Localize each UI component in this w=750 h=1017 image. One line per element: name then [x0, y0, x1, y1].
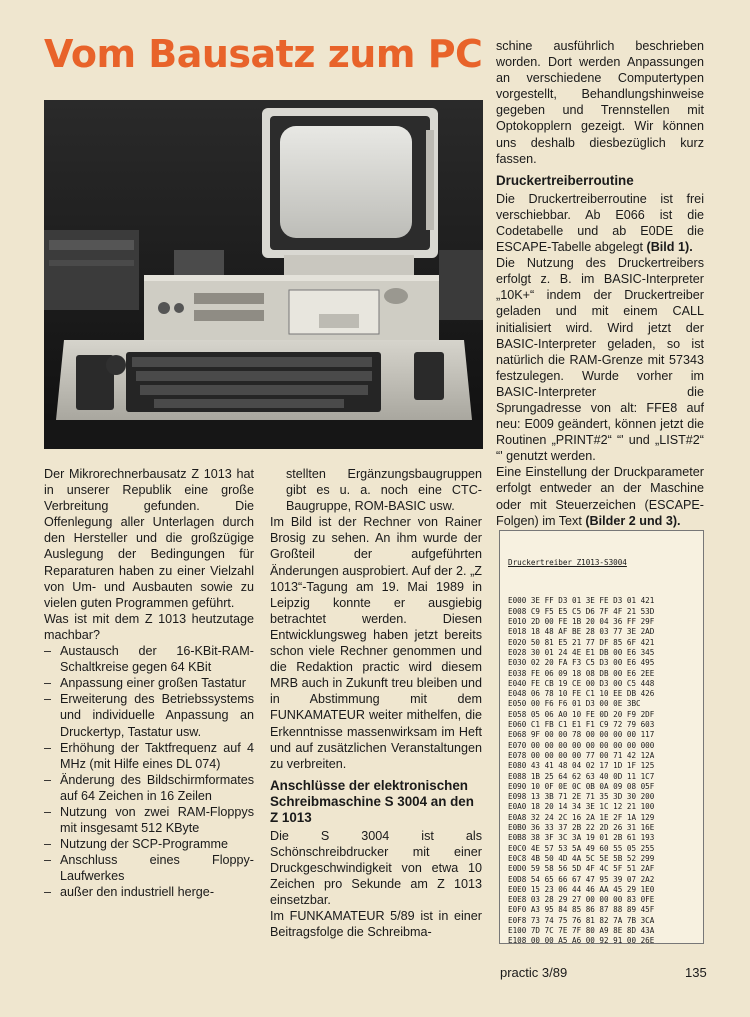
- settings-paragraph: Eine Einstellung der Druckparameter erfolgt entweder an der Maschine oder mit Steuerzeichen (ESCAPE-Folgen) im Text (Bilder 2 und 3).: [496, 465, 704, 528]
- figure-reference: (Bilder 2 und 3).: [585, 513, 681, 528]
- listing-line: E0C8 4B 50 4D 4A 5C 5E 5B 52 299: [508, 853, 655, 863]
- listing-line: E038 FE 06 09 18 08 DB 00 E6 2EE: [508, 668, 655, 678]
- listing-line: E070 00 00 00 00 00 00 00 00 000: [508, 740, 655, 750]
- listing-line: E000 3E FF D3 01 3E FE D3 01 421: [508, 596, 655, 606]
- listing-line: E008 C9 F5 E5 C5 D6 7F 4F 21 53D: [508, 606, 655, 616]
- listing-line: E040 FE CB 19 CE 00 D3 00 C5 448: [508, 678, 655, 688]
- listing-line: E0A0 18 20 14 34 3E 1C 12 21 100: [508, 802, 655, 812]
- magazine-issue: practic 3/89: [500, 965, 568, 980]
- listing-line: E098 13 3B 71 2E 71 35 3D 30 200: [508, 792, 655, 802]
- s3004-paragraph: Die S 3004 ist als Schönschreibdrucker mit einer Druckgeschwindigkeit von etwa 10 Zeichen pro Sekunde am Z 1013 einsetzbar.: [270, 828, 482, 908]
- list-item-continuation: stellten Ergänzungsbaugruppen gibt es u. a. noch eine CTC-Baugruppe, ROM-BASIC usw.: [286, 467, 482, 514]
- listing-line: E0B8 38 3F 3C 3A 19 01 2B 61 193: [508, 833, 655, 843]
- driver-paragraph: Die Druckertreiberroutine ist frei verschiebbar. Ab E066 ist die Codetabelle und ab E0DE die ESCAPE-Tabelle abgelegt (Bild 1).: [496, 191, 704, 255]
- listing-line: E0B0 36 33 37 2B 22 2D 26 31 16E: [508, 823, 655, 833]
- list-item: – Anpassung einer großen Tastatur: [44, 675, 254, 691]
- section-heading: Druckertreiberroutine: [496, 172, 634, 188]
- section-heading: Anschlüsse der elektronischen Schreibmaschine S 3004 an den Z 1013: [270, 777, 474, 825]
- continuation-paragraph: schine ausführlich beschrieben worden. Dort werden Anpassungen an verschiedene Computertypen vorgestellt, Behandlungshinweise gegeben und Trennstellen mit Optokopplern gezeigt. Wir können uns deshalb diesbezüglich kurz fassen.: [496, 39, 704, 166]
- listing-line: E088 1B 25 64 62 63 40 0D 11 1C7: [508, 771, 655, 781]
- list-item: – Nutzung der SCP-Programme: [44, 836, 254, 852]
- intro-paragraph: Der Mikrorechnerbausatz Z 1013 hat in unserer Republik eine große Verbreitung gefunden. Die Offenlegung aller Unterlagen durch den Hersteller und die großzügige Auslegung der Bedingungen für Reparaturen haben zu einer Vielzahl von Um- und Ausbauten sowie zu vielen guten Programmen geführt.: [44, 467, 254, 610]
- listing-line: E060 C1 FB C1 E1 F1 C9 72 79 603: [508, 720, 655, 730]
- column-3: [496, 38, 704, 545]
- listing-line: E0D0 59 58 56 5D 4F 4C 5F 51 2AF: [508, 864, 655, 874]
- list-item: – Erweiterung des Betriebssystems und individuelle Anpassung an Druckertyp, Tastatur usw.: [44, 691, 254, 739]
- list-item: – Erhöhung der Taktfrequenz auf 4 MHz (mit Hilfe eines DL 074): [44, 740, 254, 772]
- listing-line: E050 00 F6 F6 01 D3 00 0E 3BC: [508, 699, 641, 709]
- usage-paragraph: Die Nutzung des Druckertreibers erfolgt z. B. im BASIC-Interpreter „10K+“ indem der Druckertreiber geladen und mit einem CALL initialisiert wird. Wird jetzt der BASIC-Interpreter geladen, so ist natürlich die RAM-Grenze mit 57343 festzulegen. Wurde vorher im BASIC-Interpreter die Sprungadresse von alt: FFE8 auf neu: E009 geändert, können jetzt die Routinen „PRINT#2“ “' und „LIST#2“ “' genutzt werden.: [496, 256, 704, 464]
- listing-line: E0E8 03 28 29 27 00 00 00 83 0FE: [508, 895, 655, 905]
- listing-line: E068 9F 00 00 78 00 00 00 00 117: [508, 730, 655, 740]
- listing-line: E090 10 0F 0E 0C 0B 0A 09 08 05F: [508, 781, 655, 791]
- listing-line: E078 00 00 00 00 77 00 71 42 12A: [508, 750, 655, 760]
- listing-line: E028 30 01 24 4E E1 DB 00 E6 345: [508, 647, 655, 657]
- listing-line: E0F0 A3 95 84 85 86 87 88 89 45F: [508, 905, 655, 915]
- z1013-computer-illustration: [44, 100, 483, 449]
- listing-line: E018 18 48 AF BE 28 03 77 3E 2AD: [508, 627, 655, 637]
- list-item: – Nutzung von zwei RAM-Floppys mit insgesamt 512 KByte: [44, 804, 254, 836]
- listing-line: E048 06 78 10 FE C1 10 EE DB 426: [508, 689, 655, 699]
- figure-reference: (Bild 1).: [646, 240, 693, 255]
- listing-line: E0C0 4E 57 53 5A 49 60 55 05 255: [508, 843, 655, 853]
- listing-line: E030 02 20 FA F3 C5 D3 00 E6 495: [508, 658, 655, 668]
- list-item: – außer den industriell herge-: [44, 884, 254, 900]
- article-title: Vom Bausatz zum PC: [44, 32, 483, 76]
- listing-line: E108 00 00 A5 A6 00 92 91 00 26E: [508, 936, 655, 946]
- list-item: – Änderung des Bildschirmformates auf 64 Zeichen in 16 Zeilen: [44, 772, 254, 804]
- listing-line: E100 7D 7C 7E 7F 80 A9 8E 8D 43A: [508, 925, 655, 935]
- listing-line: E020 50 81 E5 21 77 DF 85 6F 421: [508, 637, 655, 647]
- listing-line: E010 2D 00 FE 1B 20 04 36 FF 29F: [508, 617, 655, 627]
- listing-line: E080 43 41 48 04 02 17 1D 1F 125: [508, 761, 655, 771]
- list-item: – Anschluss eines Floppy-Laufwerkes: [44, 852, 254, 884]
- funkamateur-paragraph: Im FUNKAMATEUR 5/89 ist in einer Beitragsfolge die Schreibma-: [270, 909, 482, 940]
- computer-photo: [44, 100, 483, 449]
- listing-line: E0E0 15 23 06 44 46 AA 45 29 1E0: [508, 884, 655, 894]
- listing-title: Druckertreiber Z1013-S3004: [508, 557, 627, 567]
- listing-line: E0A8 32 24 2C 16 2A 1E 2F 1A 129: [508, 812, 655, 822]
- column-1: [44, 466, 254, 901]
- listing-line: E0F8 73 74 75 76 81 82 7A 7B 3CA: [508, 915, 655, 925]
- hex-listing: [499, 530, 704, 944]
- page-number: 135: [685, 965, 707, 980]
- listing-lines: [508, 596, 697, 946]
- feature-list: [44, 643, 254, 901]
- list-item: – Austausch der 16-KBit-RAM-Schaltkreise gegen 64 KBit: [44, 643, 254, 675]
- listing-line: E0D8 54 65 66 67 47 95 39 07 2A2: [508, 874, 655, 884]
- photo-description-paragraph: Im Bild ist der Rechner von Rainer Brosig zu sehen. An ihm wurde der Großteil der aufgeführten Änderungen ausprobiert. Auf der 2. „Z 1013“-Tagung am 19. Mai 1989 in Leipzig konnte er ausgiebig betrachtet werden. Diesen Entwicklungsweg haben jetzt bereits schon viele Rechner genommen und die Redaktion practic wird diesem MRB auch in Zukunft treu bleiben und in Abstimmung mit dem FUNKAMATEUR weiter mithelfen, die Erkenntnisse massenwirksam im Heft und auf zusätzlichen Veranstaltungen zu verbreiten.: [270, 515, 482, 771]
- listing-line: E058 05 06 A0 10 FE 0D 20 F9 2DF: [508, 709, 655, 719]
- column-2: [270, 466, 482, 940]
- question-paragraph: Was ist mit dem Z 1013 heutzutage machbar?: [44, 611, 254, 642]
